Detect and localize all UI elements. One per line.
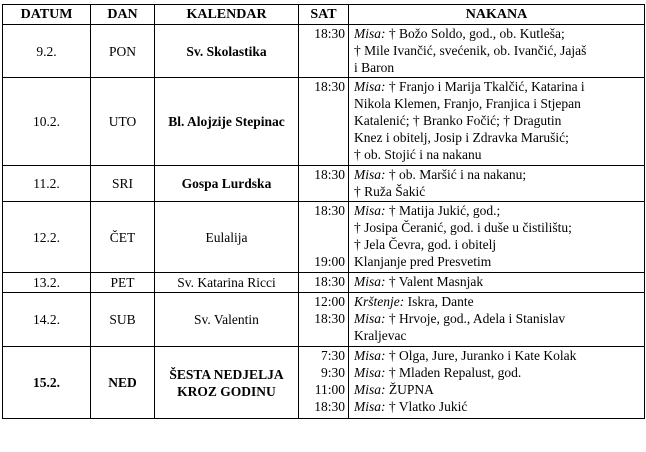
time-value: 18:30	[314, 399, 345, 414]
kalendar-cell: ŠESTA NEDJELJA KROZ GODINU	[155, 347, 299, 419]
time-value: 19:00	[314, 254, 345, 269]
sat-cell	[299, 347, 349, 419]
intention-text: † Jela Čevra, god. i obitelj	[354, 237, 497, 252]
nakana-cell	[349, 166, 645, 202]
intention-line	[354, 253, 641, 270]
intention-label: Misa:	[354, 365, 386, 380]
intention-line	[354, 78, 641, 95]
intention-text: Klanjanje pred Presvetim	[354, 254, 492, 269]
intention-line	[354, 59, 641, 76]
intention-line	[354, 273, 641, 290]
intention-line	[354, 166, 641, 183]
kalendar-cell: Sv. Katarina Ricci	[155, 273, 299, 293]
table-row	[3, 202, 645, 273]
time-value: 18:30	[314, 167, 345, 182]
nakana-cell	[349, 293, 645, 347]
intention-label: Misa:	[354, 382, 386, 397]
table-row	[3, 293, 645, 347]
intention-line	[354, 293, 641, 310]
header-row	[3, 5, 645, 25]
time-value: 7:30	[320, 348, 345, 363]
sat-cell	[299, 166, 349, 202]
dan-cell: SUB	[91, 293, 155, 347]
intention-text: † Vlatko Jukić	[385, 399, 468, 414]
time-value: 18:30	[314, 311, 345, 326]
header-nakana: NAKANA	[349, 5, 645, 25]
intention-label: Misa:	[354, 167, 386, 182]
intention-text: † Ruža Šakić	[354, 184, 426, 199]
intention-line	[354, 327, 641, 344]
intention-line	[354, 129, 641, 146]
datum-cell: 15.2.	[3, 347, 91, 419]
intention-text: † Olga, Jure, Juranko i Kate Kolak	[385, 348, 577, 363]
intention-line	[354, 146, 641, 163]
datum-cell: 14.2.	[3, 293, 91, 347]
header-dan: DAN	[91, 5, 155, 25]
time-value: 18:30	[314, 26, 345, 41]
intention-label: Misa:	[354, 26, 386, 41]
intention-text: † Mile Ivančić, svećenik, ob. Ivančić, Jajaš	[354, 43, 587, 58]
datum-cell: 12.2.	[3, 202, 91, 273]
intention-text: † Mladen Repalust, god.	[385, 365, 522, 380]
intention-label: Misa:	[354, 399, 386, 414]
dan-cell: PET	[91, 273, 155, 293]
intention-text: † ob. Stojić i na nakanu	[354, 147, 482, 162]
intention-label: Misa:	[354, 274, 386, 289]
intention-text: † Matija Jukić, god.;	[385, 203, 501, 218]
time-value: 12:00	[314, 294, 345, 309]
kalendar-cell: Sv. Valentin	[155, 293, 299, 347]
dan-cell: UTO	[91, 78, 155, 166]
nakana-cell	[349, 273, 645, 293]
intention-text: i Baron	[354, 60, 395, 75]
intention-line	[354, 219, 641, 236]
nakana-cell	[349, 78, 645, 166]
nakana-cell	[349, 347, 645, 419]
schedule-table	[2, 4, 645, 419]
table-row	[3, 273, 645, 293]
kalendar-cell: Eulalija	[155, 202, 299, 273]
dan-cell: NED	[91, 347, 155, 419]
datum-cell: 10.2.	[3, 78, 91, 166]
intention-text: † Božo Soldo, god., ob. Kutleša;	[385, 26, 565, 41]
intention-line	[354, 42, 641, 59]
intention-line	[354, 236, 641, 253]
time-value: 18:30	[314, 274, 345, 289]
intention-text: Knez i obitelj, Josip i Zdravka Marušić;	[354, 130, 569, 145]
table-row	[3, 166, 645, 202]
intention-label: Misa:	[354, 348, 386, 363]
time-value: 9:30	[320, 365, 345, 380]
intention-label: Krštenje:	[354, 294, 405, 309]
sat-cell	[299, 78, 349, 166]
intention-text: † Franjo i Marija Tkalčić, Katarina i	[385, 79, 585, 94]
intention-text: † Hrvoje, god., Adela i Stanislav	[385, 311, 566, 326]
nakana-cell	[349, 25, 645, 78]
intention-text: † Josipa Čeranić, god. i duše u čistilištu;	[354, 220, 572, 235]
kalendar-cell: Bl. Alojzije Stepinac	[155, 78, 299, 166]
intention-line	[354, 381, 641, 398]
intention-text: † ob. Maršić i na nakanu;	[385, 167, 527, 182]
nakana-cell	[349, 202, 645, 273]
intention-line	[354, 347, 641, 364]
datum-cell: 9.2.	[3, 25, 91, 78]
datum-cell: 13.2.	[3, 273, 91, 293]
intention-line	[354, 25, 641, 42]
sat-cell	[299, 293, 349, 347]
table-row	[3, 78, 645, 166]
intention-line	[354, 364, 641, 381]
intention-text: ŽUPNA	[385, 382, 434, 397]
intention-line	[354, 183, 641, 200]
kalendar-cell: Sv. Skolastika	[155, 25, 299, 78]
table-row	[3, 25, 645, 78]
intention-line	[354, 310, 641, 327]
kalendar-cell: Gospa Lurdska	[155, 166, 299, 202]
time-value: 18:30	[314, 203, 345, 218]
table-row	[3, 347, 645, 419]
intention-line	[354, 112, 641, 129]
time-value: 18:30	[314, 79, 345, 94]
intention-text: Iskra, Dante	[404, 294, 474, 309]
dan-cell: SRI	[91, 166, 155, 202]
intention-label: Misa:	[354, 203, 386, 218]
intention-line	[354, 398, 641, 415]
dan-cell: ČET	[91, 202, 155, 273]
intention-text: Nikola Klemen, Franjo, Franjica i Stjepan	[354, 96, 581, 111]
intention-text: Kraljevac	[354, 328, 407, 343]
sat-cell	[299, 273, 349, 293]
sat-cell	[299, 202, 349, 273]
intention-label: Misa:	[354, 79, 386, 94]
intention-text: Katalenić; † Branko Fočić; † Dragutin	[354, 113, 562, 128]
datum-cell: 11.2.	[3, 166, 91, 202]
intention-text: † Valent Masnjak	[385, 274, 484, 289]
intention-line	[354, 202, 641, 219]
intention-label: Misa:	[354, 311, 386, 326]
dan-cell: PON	[91, 25, 155, 78]
time-value: 11:00	[314, 382, 345, 397]
sat-cell	[299, 25, 349, 78]
header-datum: DATUM	[3, 5, 91, 25]
intention-line	[354, 95, 641, 112]
header-sat: SAT	[299, 5, 349, 25]
header-kalendar: KALENDAR	[155, 5, 299, 25]
